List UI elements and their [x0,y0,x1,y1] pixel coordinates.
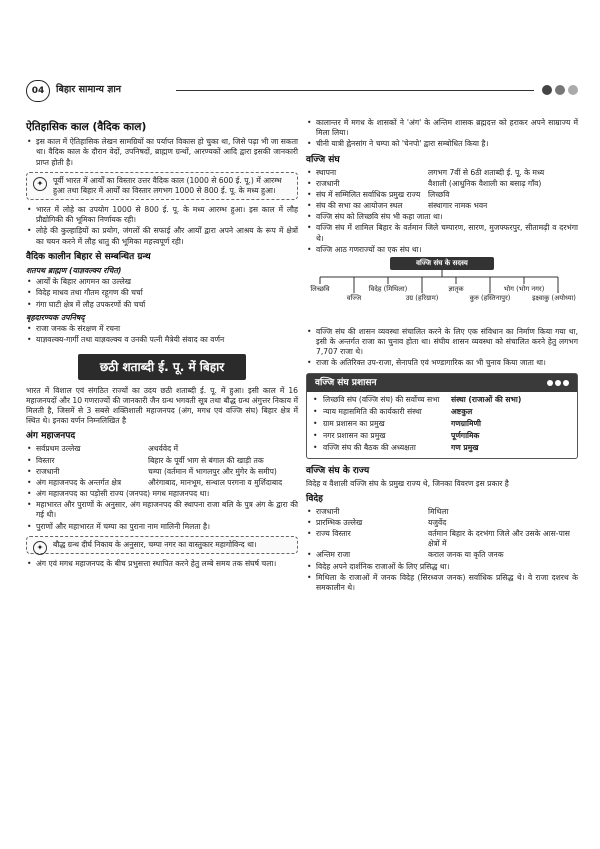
dots-icon [547,380,569,386]
list-item: • इस काल में ऐतिहासिक लेखन सामग्रियों का पर्याप्त विकास हो चुका था, जिसे पढ़ा भी जा सकता था। वैदिक काल के दौरान वेदों, उपनिषदों, ब्राह्मण ग्रन्थों, आरण्यकों आदि द्वारा इसकी जानकारी प्राप्त होती है। [26,137,298,168]
admin-box-body [307,392,577,458]
fact-row [306,518,578,528]
list-item: • अंग एवं मगध महाजनपद के बीच प्रभुसत्ता स्थापित करने हेतु लम्बे समय तक संघर्ष चला। [26,559,298,569]
left-column [26,118,298,570]
list-item: • वज्जि संघ को लिच्छवि संघ भी कहा जाता था। [306,212,578,222]
note-text: पूर्वी भारत में आर्यों का विस्तार उत्तर वैदिक काल (1000 से 600 ई. पू.) में आरम्भ हुआ तथा बिहार में आर्यों का विस्तार लगभग 1000 से 800 ई. पू. के मध्य हुआ। [53,175,282,195]
vajji-list [306,212,578,255]
admin-value: संस्था (राजाओं की सभा) [451,394,522,404]
fact-key: • स्थापना [316,167,337,177]
fact-value: यजुर्वेद [428,517,447,527]
list-item: • पुराणों और महाभारत में चम्पा का पुराना नाम मालिनी मिलता है। [26,522,298,532]
fact-value: चम्पा (वर्तमान में भागलपुर और मुंगेर के समीप) [148,466,277,476]
anga-list-2 [26,559,298,569]
fact-row [306,201,578,211]
fact-row [306,507,578,517]
section-banner: छठी शताब्दी ई. पू. में बिहार [78,354,246,380]
videha-heading: विदेह [306,493,323,504]
admin-value: पूर्णगामिक [451,431,480,441]
fact-key: • राज्य विस्तार [316,529,351,539]
shatapatha-subheading: शतपथ ब्राह्मण (याज्ञवल्क्य रचित) [26,265,122,275]
list-item: • अंग महाजनपद का पड़ोसी राज्य (जनपद) मगध महाजनपद था। [26,489,298,499]
admin-row [307,394,577,406]
list-item: • विदेह अपने दार्शनिक राजाओं के लिए प्रसिद्ध था। [306,562,578,572]
champa-note [26,536,298,554]
tree-leaf: विदेह (मिथिला) [368,284,408,293]
fact-value: वर्तमान बिहार के दरभंगा जिले और उसके आस-पास क्षेत्रों में [428,529,570,549]
vajji-states-intro: विदेह व वैशाली वज्जि संघ के प्रमुख राज्य थे, जिनका विवरण इस प्रकार है [306,478,509,488]
anga-continued-list [306,118,578,150]
admin-key: • न्याय महासमिति की कार्यकारी संस्था [323,406,422,416]
admin-row [307,430,577,442]
fact-row [306,179,578,189]
right-column [306,118,578,594]
fact-row [26,478,298,488]
admin-key: • ग्राम प्रशासन का प्रमुख [323,419,385,429]
fact-value: संस्थागार नामक भवन [428,201,488,211]
aryan-expansion-note [26,172,298,200]
anga-facts [26,444,298,488]
shatapatha-list [26,277,298,310]
list-item: • महाभारत और पुराणों के अनुसार, अंग महाजनपद की स्थापना राजा बलि के पुत्र अंग के द्वारा की गई थी। [26,500,298,520]
list-item: • याज्ञवल्क्य-गार्गी तथा याज्ञवल्क्य व उनकी पत्नी मैत्रेयी संवाद का वर्णन [26,335,298,345]
fact-key: • अंग महाजनपद के अन्तर्गत क्षेत्र [36,477,122,487]
admin-row [307,406,577,418]
fact-row [306,190,578,200]
note-text: बौद्ध ग्रन्थ दीर्घ निकाय के अनुसार, चम्पा नगर का वास्तुकार महागोविन्द था। [53,539,257,549]
vajji-admin-box [306,373,578,459]
list-item: • मिथिला के राजाओं में जनक विदेह (सिरध्वज जनक) सर्वाधिक प्रसिद्ध थे। वे राजा दशरथ के समकालीन थे। [306,573,578,593]
tree-leaf: उग्र (हरिग्राम) [405,293,439,302]
fact-key: • राजधानी [316,506,340,516]
fact-row [26,456,298,466]
tree-leaf: लिच्छवि [310,284,330,293]
videha-list [306,562,578,594]
list-item: • गंगा घाटी क्षेत्र में लौह उपकरणों की चर्चा [26,300,298,310]
admin-box-header [307,374,577,392]
fact-value: मिथिला [428,506,449,516]
lightbulb-icon: ✦ [33,177,47,191]
brihadaranyaka-subheading: बृहदारण्यक उपनिषद् [26,312,85,322]
vajji-facts [306,168,578,212]
header-rule [176,90,534,91]
fact-value: लगभग 7वीं से 6ठी शताब्दी ई. पू. के मध्य [428,167,545,177]
tree-root: वज्जि संघ के सदस्य [390,257,494,270]
fact-key: • प्रारम्भिक उल्लेख [316,517,363,527]
vedic-texts-heading: वैदिक कालीन बिहार से सम्बन्धित ग्रन्थ [26,251,151,262]
tree-leaf: वज्जि [346,293,362,302]
header-dots-icon [542,85,578,95]
anga-list [26,489,298,532]
brihadaranyaka-list [26,324,298,345]
fact-key: • विस्तार [36,455,55,465]
list-item: • विदेह माधव तथा गौतम रहूगण की चर्चा [26,288,298,298]
videha-facts [306,507,578,561]
fact-value: बिहार के पूर्वी भाग से बंगाल की खाड़ी तक [148,455,264,465]
fact-row [306,168,578,178]
vedic-list [26,137,298,168]
list-item: • वज्जि संघ की शासन व्यवस्था संचालित करने के लिए एक संविधान का निर्माण किया गया था, इसी के अन्तर्गत राजा का चुनाव होता था। संघीय शासन व्यवस्था को संचालित करने हेतु लगभग 7,707 राजा थे। [306,327,578,358]
fact-value: लिच्छवि [428,189,450,199]
fact-key: • सर्वप्रथम उल्लेख [36,444,81,454]
anga-heading: अंग महाजनपद [26,431,76,442]
fact-row [26,467,298,477]
page-number: 04 [26,80,50,102]
page-header [26,80,578,102]
list-item: • लोहे की कुल्हाड़ियों का प्रयोग, जंगलों की सफाई और आर्यों द्वारा अपने आश्रय के रूप में क्षेत्रों का चयन करने में लौह धातु की भूमिका महत्त्वपूर्ण रही। [26,226,298,246]
vajji-states-heading: वज्जि संघ के राज्य [306,465,370,476]
tree-leaf: भोग (भोग नगर) [503,284,545,293]
admin-box-title: वज्जि संघ प्रशासन [315,377,377,388]
fact-key: • अन्तिम राजा [316,550,351,560]
fact-key: • संघ की सभा का आयोजन स्थल [316,201,403,211]
tree-leaf: इक्ष्वाकु (अयोध्या) [532,293,576,302]
tree-leaf: ज्ञातृक [448,284,464,293]
vajji-members-diagram [306,257,578,323]
vedic-heading: ऐतिहासिक काल (वैदिक काल) [26,121,147,133]
admin-value: अष्टकुल [451,406,473,416]
list-item: • राजा जनक के संरक्षण में रचना [26,324,298,334]
list-item: • वज्जि संघ में शामिल बिहार के वर्तमान जिले चम्पारण, सारण, मुजफ्फरपुर, सीतामढ़ी व दरभंगा थे। [306,223,578,243]
fact-row [306,550,578,560]
fact-row [306,529,578,549]
admin-value: गण प्रमुख [451,443,479,453]
fact-value: कराल जनक या कृति जनक [428,550,504,560]
running-title: बिहार सामान्य ज्ञान [56,84,122,95]
list-item: • राजा के अतिरिक्त उप-राजा, सेनापति एवं भण्डागारिक का भी चुनाव किया जाता था। [306,358,578,368]
intro-paragraph: भारत में विशाल एवं संगठित राज्यों का उदय छठी शताब्दी ई. पू. में हुआ। इसी काल में 16 महाजनपदों और 10 गणराज्यों की जानकारी जैन ग्रन्थ भगवती सूत्र तथा बौद्ध ग्रन्थ अंगुत्तर निकाय में मिलती है, जिसमें से 3 सबसे शक्तिशाली महाजनपद (अंग, मगध एवं वज्जि संघ) बिहार क्षेत्र में स्थित थे। इनका वर्णन निम्नलिखित है [26,385,298,426]
admin-row [307,442,577,454]
fact-key: • राजधानी [316,178,340,188]
fact-row [26,444,298,454]
vajji-list-2 [306,327,578,369]
fact-value: अथर्ववेद में [148,444,179,454]
admin-row [307,418,577,430]
fact-key: • राजधानी [36,466,60,476]
admin-key: • नगर प्रशासन का प्रमुख [323,431,386,441]
list-item: • आर्यों के बिहार आगमन का उल्लेख [26,277,298,287]
admin-key: • लिच्छवि संघ (वज्जि संघ) की सर्वोच्च सभा [323,394,440,404]
lightbulb-icon: ✦ [33,541,47,555]
admin-key: • वज्जि संघ की बैठक की अध्यक्षता [323,443,416,453]
iron-list [26,205,298,247]
list-item: • कालान्तर में मगध के शासकों ने 'अंग' के अन्तिम शासक ब्रह्मदत्त को हराकर अपने साम्राज्य में मिला लिया। [306,118,578,138]
list-item: • वज्जि आठ गणराज्यों का एक संघ था। [306,245,578,255]
tree-leaf: कुरु (हस्तिनापुर) [469,293,511,302]
vajji-heading: वज्जि संघ [306,154,340,165]
list-item: • भारत में लोहे का उपयोग 1000 से 800 ई. पू. के मध्य आरम्भ हुआ। इस काल में लौह प्रौद्योगिकी की भूमिका निर्णायक रही। [26,205,298,225]
list-item: • चीनी यात्री ह्वेनसांग ने चम्पा को 'चेनपो' द्वारा सम्बोधित किया है। [306,139,578,149]
fact-value: वैशाली (आधुनिक वैशाली का बसाढ़ गाँव) [428,178,542,188]
admin-value: गणग्रामिणी [451,419,481,429]
fact-value: औरंगाबाद, मानभूम, सन्थाल परगना व मुर्शिदाबाद [148,477,283,487]
fact-key: • संघ में सम्मिलित सर्वाधिक प्रमुख राज्य [316,189,421,199]
